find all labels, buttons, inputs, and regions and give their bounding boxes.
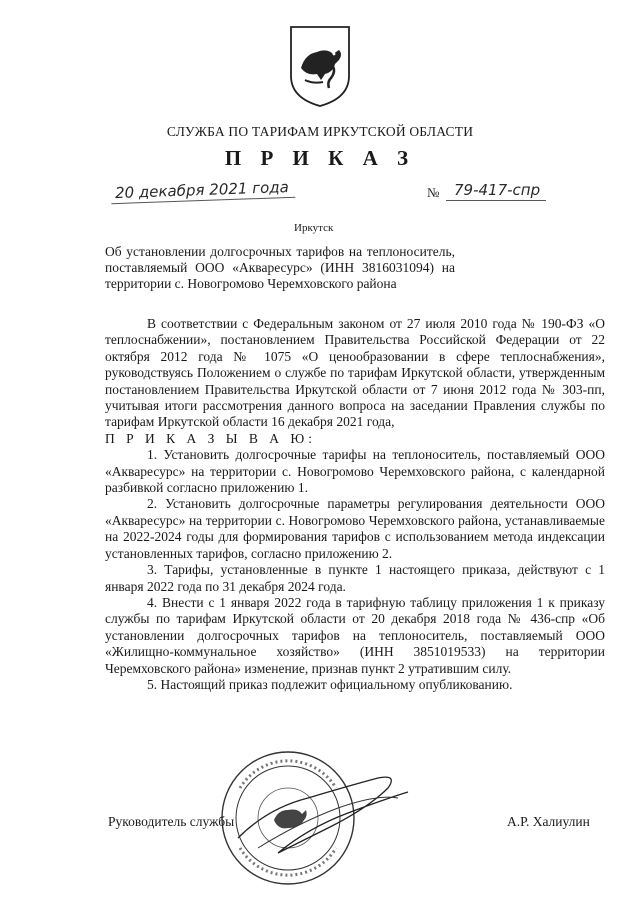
- preamble: В соответствии с Федеральным законом от 27 июля 2010 года № 190-ФЗ «О теплоснабжении», постановлением Правительства Российской Федерации от 22 октября 2012 года № 1075 «О ценообразовании в сфере теплоснабжения», руководствуясь Положением о службе по тарифам Иркутской области, утвержденным постановлением Правительства Иркутской области от 7 июня 2012 года № 303-пп, учитывая итоги рассмотрения данного вопроса на заседании Правления службы по тарифам Иркутской области 16 декабря 2021 года,: [105, 316, 605, 430]
- order-item-5: 5. Настоящий приказ подлежит официальному опубликованию.: [147, 676, 513, 692]
- order-item-4: 4. Внести с 1 января 2022 года в тарифную таблицу приложения 1 к приказу службы по тарифам Иркутской области от 20 декабря 2018 года № 436-спр «Об установлении долгосрочных тарифов на теплоноситель, поставляемый ООО «Жилищно-коммунальное хозяйство» (ИНН 3851019533) на территории Черемховского района» изменение, признав пункт 2 утратившим силу.: [105, 594, 605, 676]
- coat-of-arms-icon: [287, 24, 353, 108]
- city: Иркутск: [294, 222, 334, 234]
- order-item-2: 2. Установить долгосрочные параметры регулирования деятельности ООО «Акваресурс» на территории с. Новогромово Черемховского района, устанавливаемые на 2022-2024 годы для формирования тарифов с использованием метода индексации установленных тарифов, согласно приложению 2.: [105, 496, 605, 561]
- handwritten-date: 20 декабря 2021 года: [111, 178, 295, 204]
- order-item-1: 1. Установить долгосрочные тарифы на теплоноситель, поставляемый ООО «Акваресурс» на территории с. Новогромово Черемховского района, с календарной разбивкой согласно приложению 1.: [105, 447, 605, 496]
- signatory-position: Руководитель службы: [108, 814, 235, 829]
- order-body: [105, 316, 605, 693]
- signatory-name: А.Р. Халиулин: [507, 814, 590, 829]
- agency-name: СЛУЖБА ПО ТАРИФАМ ИРКУТСКОЙ ОБЛАСТИ: [166, 124, 474, 139]
- order-subject: Об установлении долгосрочных тарифов на теплоноситель, поставляемый ООО «Акваресурс» (ИНН 3816031094) на территории с. Новогромово Черемховского района: [105, 244, 455, 291]
- order-word: П Р И К А З Ы В А Ю:: [105, 430, 317, 446]
- number-label: №: [427, 185, 440, 200]
- handwritten-signature-icon: [228, 768, 418, 868]
- order-item-3: 3. Тарифы, установленные в пункте 1 настоящего приказа, действуют с 1 января 2022 года по 31 декабря 2024 года.: [105, 562, 605, 594]
- handwritten-number: 79-417-спр: [446, 181, 546, 201]
- document-type: П Р И К А З: [224, 146, 416, 170]
